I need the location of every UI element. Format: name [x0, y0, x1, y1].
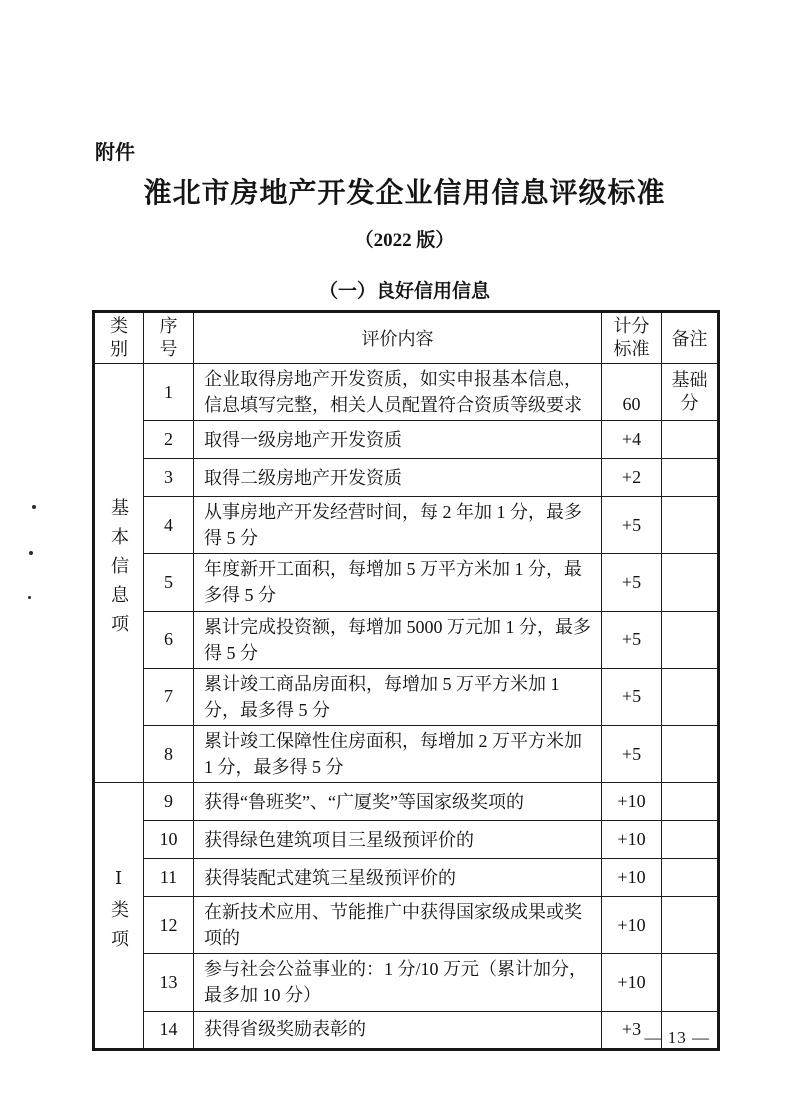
- table-row: [94, 821, 719, 859]
- table-row: [94, 459, 719, 497]
- row-no: 3: [144, 459, 194, 497]
- row-no: 10: [144, 821, 194, 859]
- row-content: 累计完成投资额，每增加 5000 万元加 1 分，最多得 5 分: [194, 611, 602, 668]
- col-header-category: 类别: [94, 312, 144, 364]
- row-score: +10: [602, 954, 662, 1011]
- row-no: 5: [144, 554, 194, 611]
- row-no: 14: [144, 1011, 194, 1049]
- scan-speck: [28, 596, 31, 599]
- row-score: +10: [602, 859, 662, 897]
- row-remark: [662, 859, 719, 897]
- row-content: 企业取得房地产开发资质，如实申报基本信息，信息填写完整，相关人员配置符合资质等级要求: [194, 364, 602, 421]
- row-remark: [662, 821, 719, 859]
- row-no: 6: [144, 611, 194, 668]
- row-remark: [662, 897, 719, 954]
- scan-speck: [29, 551, 33, 555]
- row-score: +10: [602, 821, 662, 859]
- row-remark: [662, 497, 719, 554]
- document-page: [92, 0, 717, 1051]
- row-score: +10: [602, 897, 662, 954]
- row-score: +5: [602, 668, 662, 725]
- table-header-row: [94, 312, 719, 364]
- row-content: 获得省级奖励表彰的: [194, 1011, 602, 1049]
- category-cell-basic-info: 基本信息项: [94, 364, 144, 783]
- row-no: 12: [144, 897, 194, 954]
- row-score: +2: [602, 459, 662, 497]
- row-remark: [662, 611, 719, 668]
- table-row: [94, 859, 719, 897]
- row-remark: [662, 725, 719, 782]
- table-row: [94, 725, 719, 782]
- row-no: 11: [144, 859, 194, 897]
- row-content: 累计竣工保障性住房面积，每增加 2 万平方米加 1 分，最多得 5 分: [194, 725, 602, 782]
- row-content: 取得一级房地产开发资质: [194, 421, 602, 459]
- row-no: 13: [144, 954, 194, 1011]
- row-no: 4: [144, 497, 194, 554]
- page-number: — 13 —: [644, 1028, 710, 1047]
- row-score: +5: [602, 725, 662, 782]
- table-row: [94, 611, 719, 668]
- row-no: 9: [144, 783, 194, 821]
- row-content: 参与社会公益事业的：1 分/10 万元（累计加分，最多加 10 分）: [194, 954, 602, 1011]
- row-content: 在新技术应用、节能推广中获得国家级成果或奖项的: [194, 897, 602, 954]
- row-remark: [662, 421, 719, 459]
- col-header-score: 计分标准: [602, 312, 662, 364]
- section-title: （一）良好信用信息: [318, 281, 490, 302]
- row-no: 1: [144, 364, 194, 421]
- row-remark: [662, 668, 719, 725]
- table-row: [94, 421, 719, 459]
- document-title: 淮北市房地产开发企业信用信息评级标准: [143, 178, 666, 209]
- row-no: 2: [144, 421, 194, 459]
- row-content: 年度新开工面积，每增加 5 万平方米加 1 分，最多得 5 分: [194, 554, 602, 611]
- row-no: 8: [144, 725, 194, 782]
- table-row: [94, 783, 719, 821]
- col-header-remark: 备注: [662, 312, 719, 364]
- row-remark: [662, 554, 719, 611]
- row-content: 累计竣工商品房面积，每增加 5 万平方米加 1 分，最多得 5 分: [194, 668, 602, 725]
- table-row: [94, 497, 719, 554]
- row-score: +5: [602, 611, 662, 668]
- row-content: 从事房地产开发经营时间，每 2 年加 1 分，最多得 5 分: [194, 497, 602, 554]
- table-row: [94, 1011, 719, 1049]
- row-content: 获得“鲁班奖”、“广厦奖”等国家级奖项的: [194, 783, 602, 821]
- table-row: [94, 364, 719, 421]
- row-remark: [662, 954, 719, 1011]
- row-remark: [662, 459, 719, 497]
- row-score: +3: [602, 1011, 662, 1049]
- row-content: 取得二级房地产开发资质: [194, 459, 602, 497]
- version-label: （2022 版）: [354, 230, 455, 251]
- row-no: 7: [144, 668, 194, 725]
- table-row: [94, 954, 719, 1011]
- row-remark: [662, 783, 719, 821]
- row-content: 获得装配式建筑三星级预评价的: [194, 859, 602, 897]
- row-score: +5: [602, 497, 662, 554]
- table-row: [94, 554, 719, 611]
- table-row: [94, 668, 719, 725]
- row-score: +5: [602, 554, 662, 611]
- row-score: 60: [602, 364, 662, 421]
- col-header-content: 评价内容: [194, 312, 602, 364]
- row-remark: 基础分: [662, 364, 719, 421]
- row-score: +10: [602, 783, 662, 821]
- attachment-label: 附件: [95, 142, 135, 164]
- table-row: [94, 897, 719, 954]
- col-header-no: 序号: [144, 312, 194, 364]
- category-cell-class-one: Ⅰ类项: [94, 783, 144, 1049]
- rating-table: [92, 310, 720, 1051]
- row-content: 获得绿色建筑项目三星级预评价的: [194, 821, 602, 859]
- scan-speck: [32, 505, 36, 509]
- row-score: +4: [602, 421, 662, 459]
